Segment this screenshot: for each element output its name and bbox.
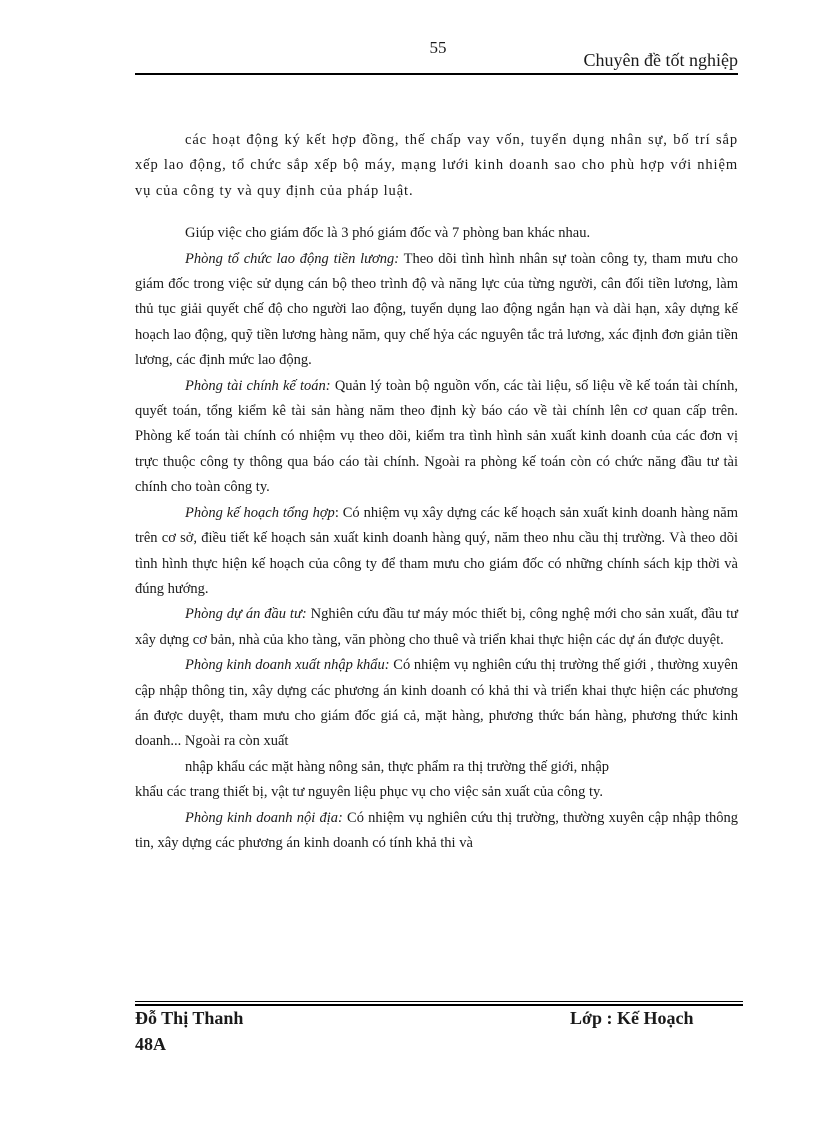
- author-name: Đỗ Thị Thanh: [135, 1008, 244, 1028]
- paragraph-export-department: [135, 653, 738, 755]
- class-label: Lớp : Kế Hoạch: [570, 1008, 694, 1028]
- paragraph-export-continued-2: khẩu các trang thiết bị, vật tư nguyên liệu phục vụ cho việc sản xuất của công ty.: [135, 784, 603, 801]
- section-text: : Có nhiệm vụ xây dựng các kế hoạch sản xuất kinh doanh hàng năm trên cơ sở, điều tiết kế hoạch sản xuất kinh doanh hàng quý, năm theo nhu cầu thị trường. Và theo dõi tình hình thực hiện kế hoạch của công ty để tham mưu cho giám đốc có những chính sách kịp thời và đúng hướng.: [135, 504, 738, 597]
- section-title: Phòng kinh doanh xuất nhập khẩu:: [185, 657, 390, 674]
- footer-rule-thin: [135, 1001, 743, 1002]
- section-title: Phòng kinh doanh nội địa:: [185, 809, 343, 826]
- section-title: Phòng tài chính kế toán:: [185, 377, 331, 394]
- paragraph-assistants: Giúp việc cho giám đốc là 3 phó giám đốc và 7 phòng ban khác nhau.: [185, 225, 591, 242]
- paragraph-export-continued: nhập khẩu các mặt hàng nông sản, thực phẩm ra thị trường thế giới, nhập: [185, 758, 610, 775]
- paragraph-planning-department: [135, 501, 738, 603]
- document-body: [135, 128, 738, 856]
- footer-rule-thick: [135, 1004, 743, 1006]
- page-number: 55: [429, 38, 447, 57]
- paragraph-hr-department: [135, 247, 738, 374]
- section-title: Phòng tổ chức lao động tiền lương:: [185, 250, 400, 267]
- section-title: Phòng dự án đầu tư:: [185, 606, 307, 623]
- section-text: Có nhiệm vụ nghiên cứu thị trường thế giới , thường xuyên cập nhập thông tin, xây dựng các phương án kinh doanh có khả thi và triển khai thực hiện các phương án được duyệt, tham mưu cho giám đốc giá cả, mặt hàng, phương thức bán hàng, phương thức kinh doanh... Ngoài ra còn xuất: [135, 657, 738, 750]
- section-text: Quản lý toàn bộ nguồn vốn, các tài liệu, số liệu về kế toán tài chính, quyết toán, tổng kiểm kê tài sản hàng năm theo định kỳ báo cáo về tài chính lên cơ quan cấp trên. Phòng kế toán tài chính có nhiệm vụ theo dõi, kiểm tra tình hình sản xuất kinh doanh của các đơn vị trực thuộc công ty thông qua báo cáo tài chính. Ngoài ra phòng kế toán còn có chức năng đầu tư tài chính cho toàn công ty.: [135, 377, 739, 496]
- section-title: Phòng kế hoạch tổng hợp: [185, 504, 335, 521]
- paragraph-domestic-department: [135, 806, 738, 857]
- header-title: Chuyên đề tốt nghiệp: [583, 50, 738, 70]
- section-text: Theo dõi tình hình nhân sự toàn công ty, tham mưu cho giám đốc trong việc sử dụng cán bộ theo trình độ và năng lực của từng người, cân đối tiền lương, làm thủ tục giải quyết chế độ cho người lao động, tuyển dụng lao động ngắn hạn và dài hạn, xây dựng kế hoạch lao động, quỹ tiền lương hàng năm, quy chế hỷa các nguyên tắc trả lương, xác định đơn giản tiền lương, các định mức lao động.: [135, 250, 738, 369]
- paragraph-intro: các hoạt động ký kết hợp đồng, thế chấp vay vốn, tuyển dụng nhân sự, bố trí sắp xếp lao động, tổ chức sắp xếp bộ máy, mạng lưới kinh doanh sao cho phù hợp với nhiệm vụ của công ty và quy định của pháp luật.: [135, 132, 738, 199]
- author-class-code: 48A: [135, 1034, 166, 1054]
- paragraph-investment-department: [135, 602, 738, 653]
- section-text: Có nhiệm vụ nghiên cứu thị trường, thường xuyên cập nhập thông tin, xây dựng các phương án kinh doanh có tính khả thi và: [135, 809, 738, 851]
- section-text: Nghiên cứu đầu tư máy móc thiết bị, công nghệ mới cho sản xuất, đầu tư xây dựng cơ bản, nhà của kho tàng, văn phòng cho thuê và triển khai thực hiện các dự án được duyệt.: [135, 606, 738, 648]
- paragraph-finance-department: [135, 374, 738, 501]
- header-rule: [135, 73, 738, 75]
